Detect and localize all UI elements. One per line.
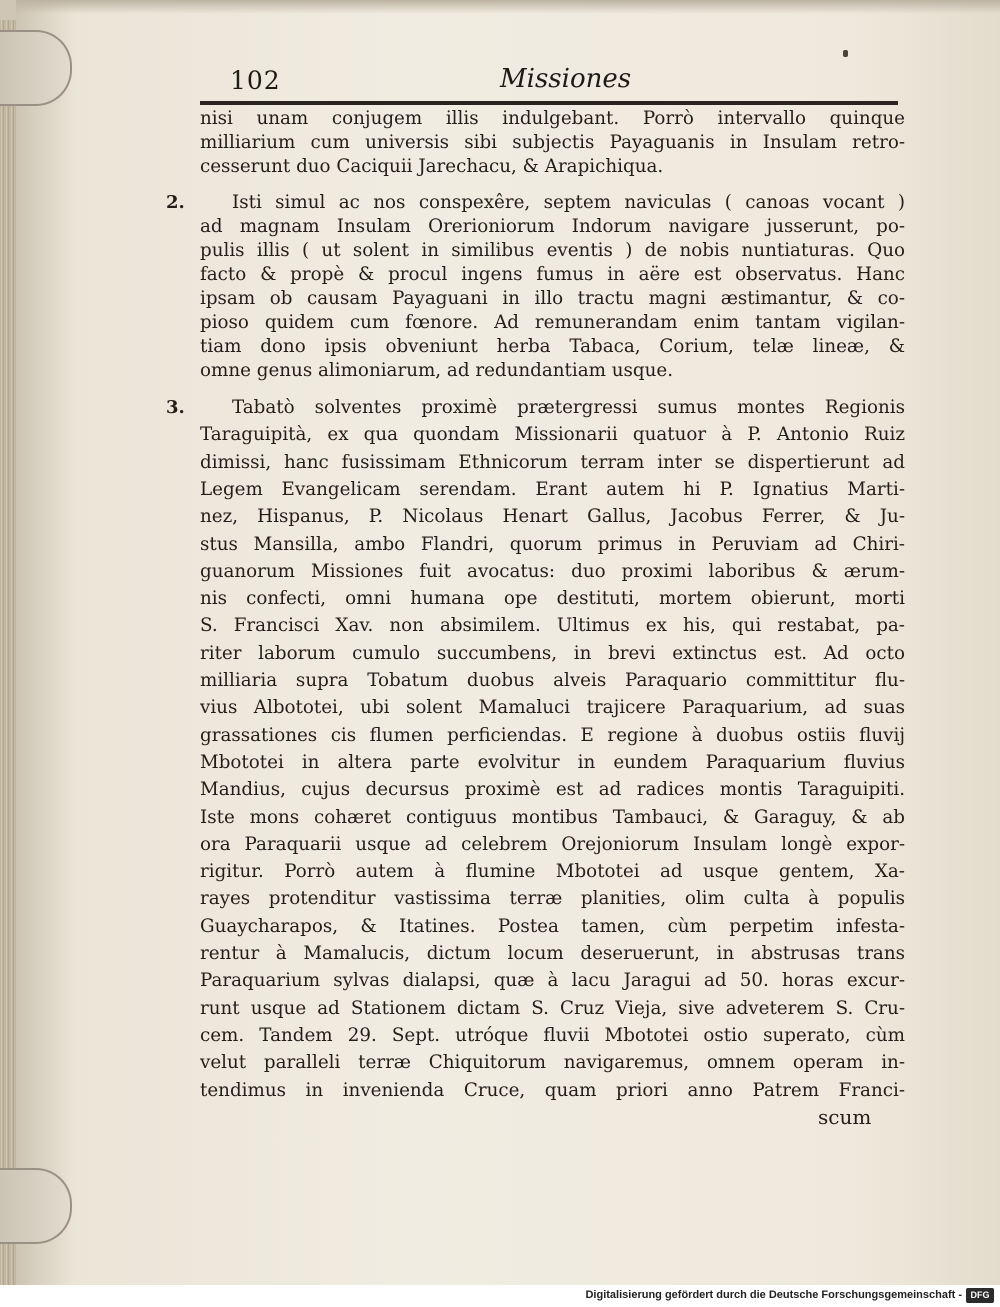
text-line: Guaycharapos, & Itatines. Postea tamen, cùm perpetim infesta- bbox=[200, 915, 905, 937]
text-line: vius Albototei, ubi solent Mamaluci trajicere Paraquarium, ad suas bbox=[200, 697, 905, 719]
text-line: dimissi, hanc fusissimam Ethnicorum terram inter se dispertierunt ad bbox=[200, 451, 905, 473]
text-line: Isti simul ac nos conspexêre, septem naviculas ( canoas vocant ) bbox=[232, 192, 905, 213]
ink-spot bbox=[843, 50, 848, 57]
text-line: guanorum Missiones fuit avocatus: duo proximi laboribus & ærum- bbox=[200, 560, 905, 582]
text-line: milliarium cum universis sibi subjectis Payaguanis in Insulam retro- bbox=[200, 132, 905, 153]
footer-bar bbox=[0, 1285, 1000, 1307]
text-line: velut paralleli terræ Chiquitorum navigaremus, omnem operam in- bbox=[200, 1052, 905, 1074]
paragraph-number: 2. bbox=[166, 192, 185, 213]
text-line: Legem Evangelicam serendam. Erant autem hi P. Ignatius Marti- bbox=[200, 478, 905, 500]
text-line: nisi unam conjugem illis indulgebant. Porrò intervallo quinque bbox=[200, 108, 905, 129]
text-line: nis confecti, omni humana ope destituti, mortem obierunt, morti bbox=[200, 588, 905, 610]
text-line: runt usque ad Stationem dictam S. Cruz Vieja, sive adveterem S. Cru- bbox=[200, 997, 905, 1019]
clasp-bottom bbox=[0, 1168, 72, 1244]
text-line: Taraguipità, ex qua quondam Missionarii quatuor à P. Antonio Ruiz bbox=[200, 424, 905, 446]
text-line: milliaria supra Tobatum duobus alveis Paraquario committitur flu- bbox=[200, 670, 905, 691]
text-line: S. Francisci Xav. non absimilem. Ultimus ex his, qui restabat, pa- bbox=[200, 615, 905, 637]
text-line: Mbototei in altera parte evolvitur in eundem Paraquarium fluvius bbox=[200, 751, 905, 773]
text-line: pioso quidem cum fœnore. Ad remunerandam enim tantam vigilan- bbox=[200, 312, 905, 333]
text-line: nez, Hispanus, P. Nicolaus Henart Gallus, Jacobus Ferrer, & Ju- bbox=[200, 506, 905, 528]
dfg-logo-icon: DFG bbox=[966, 1288, 994, 1303]
text-line: rentur à Mamalucis, dictum locum deseruerunt, in abstrusas trans bbox=[200, 943, 905, 964]
text-line: ora Paraquarii usque ad celebrem Orejoniorum Insulam longè expor- bbox=[200, 833, 905, 855]
funding-credit: Digitalisierung gefördert durch die Deutsche Forschungsgemeinschaft - bbox=[585, 1289, 962, 1301]
text-line: stus Mansilla, ambo Flandri, quorum primus in Peruviam ad Chiri- bbox=[200, 533, 905, 555]
text-line: omne genus alimoniarum, ad redundantiam usque. bbox=[200, 360, 674, 381]
text-line: rayes protenditur vastissima terræ planities, olim culta à populis bbox=[200, 888, 905, 910]
page-title: Missiones bbox=[500, 64, 632, 94]
text-line: riter laborum cumulo succumbens, in brevi extinctus est. Ad octo bbox=[200, 642, 905, 664]
text-line: tendimus in invenienda Cruce, quam priori anno Patrem Franci- bbox=[200, 1079, 905, 1101]
page-shadow bbox=[16, 0, 1000, 14]
catchword: scum bbox=[818, 1105, 872, 1129]
text-line: cesserunt duo Caciquii Jarechacu, & Arapichiqua. bbox=[200, 156, 664, 177]
text-line: tiam dono ipsis obveniunt herba Tabaca, Corium, telæ lineæ, & bbox=[200, 336, 905, 357]
text-line: cem. Tandem 29. Sept. utróque fluvii Mbototei ostio superato, cùm bbox=[200, 1024, 905, 1046]
text-line: pulis illis ( ut solent in similibus eventis ) de nobis nuntiaturas. Quo bbox=[200, 240, 905, 261]
running-head bbox=[200, 64, 900, 100]
text-line: Paraquarium sylvas dialapsi, quæ à lacu Jaragui ad 50. horas excur- bbox=[200, 970, 905, 992]
page-number: 102 bbox=[230, 66, 281, 95]
text-line: Mandius, cujus decursus proximè est ad radices montis Taraguipiti. bbox=[200, 779, 905, 801]
text-line: rigitur. Porrò autem à flumine Mbototei ad usque gentem, Xa- bbox=[200, 861, 905, 883]
header-rule bbox=[200, 101, 898, 105]
text-line: Iste mons cohæret contiguus montibus Tambauci, & Garaguy, & ab bbox=[200, 806, 905, 828]
clasp-top bbox=[0, 30, 72, 106]
text-line: ipsam ob causam Payaguani in illo tractu magni æstimantur, & co- bbox=[200, 288, 905, 309]
text-line: grassationes cis flumen perficiendas. E regione à duobus ostiis fluvij bbox=[200, 724, 905, 746]
text-line: Tabatò solventes proximè prætergressi sumus montes Regionis bbox=[232, 397, 905, 418]
text-line: ad magnam Insulam Orerioniorum Indorum navigare jusserunt, po- bbox=[200, 216, 905, 237]
paragraph-number: 3. bbox=[166, 397, 185, 418]
text-line: facto & propè & procul ingens fumus in aëre est observatus. Hanc bbox=[200, 264, 905, 285]
